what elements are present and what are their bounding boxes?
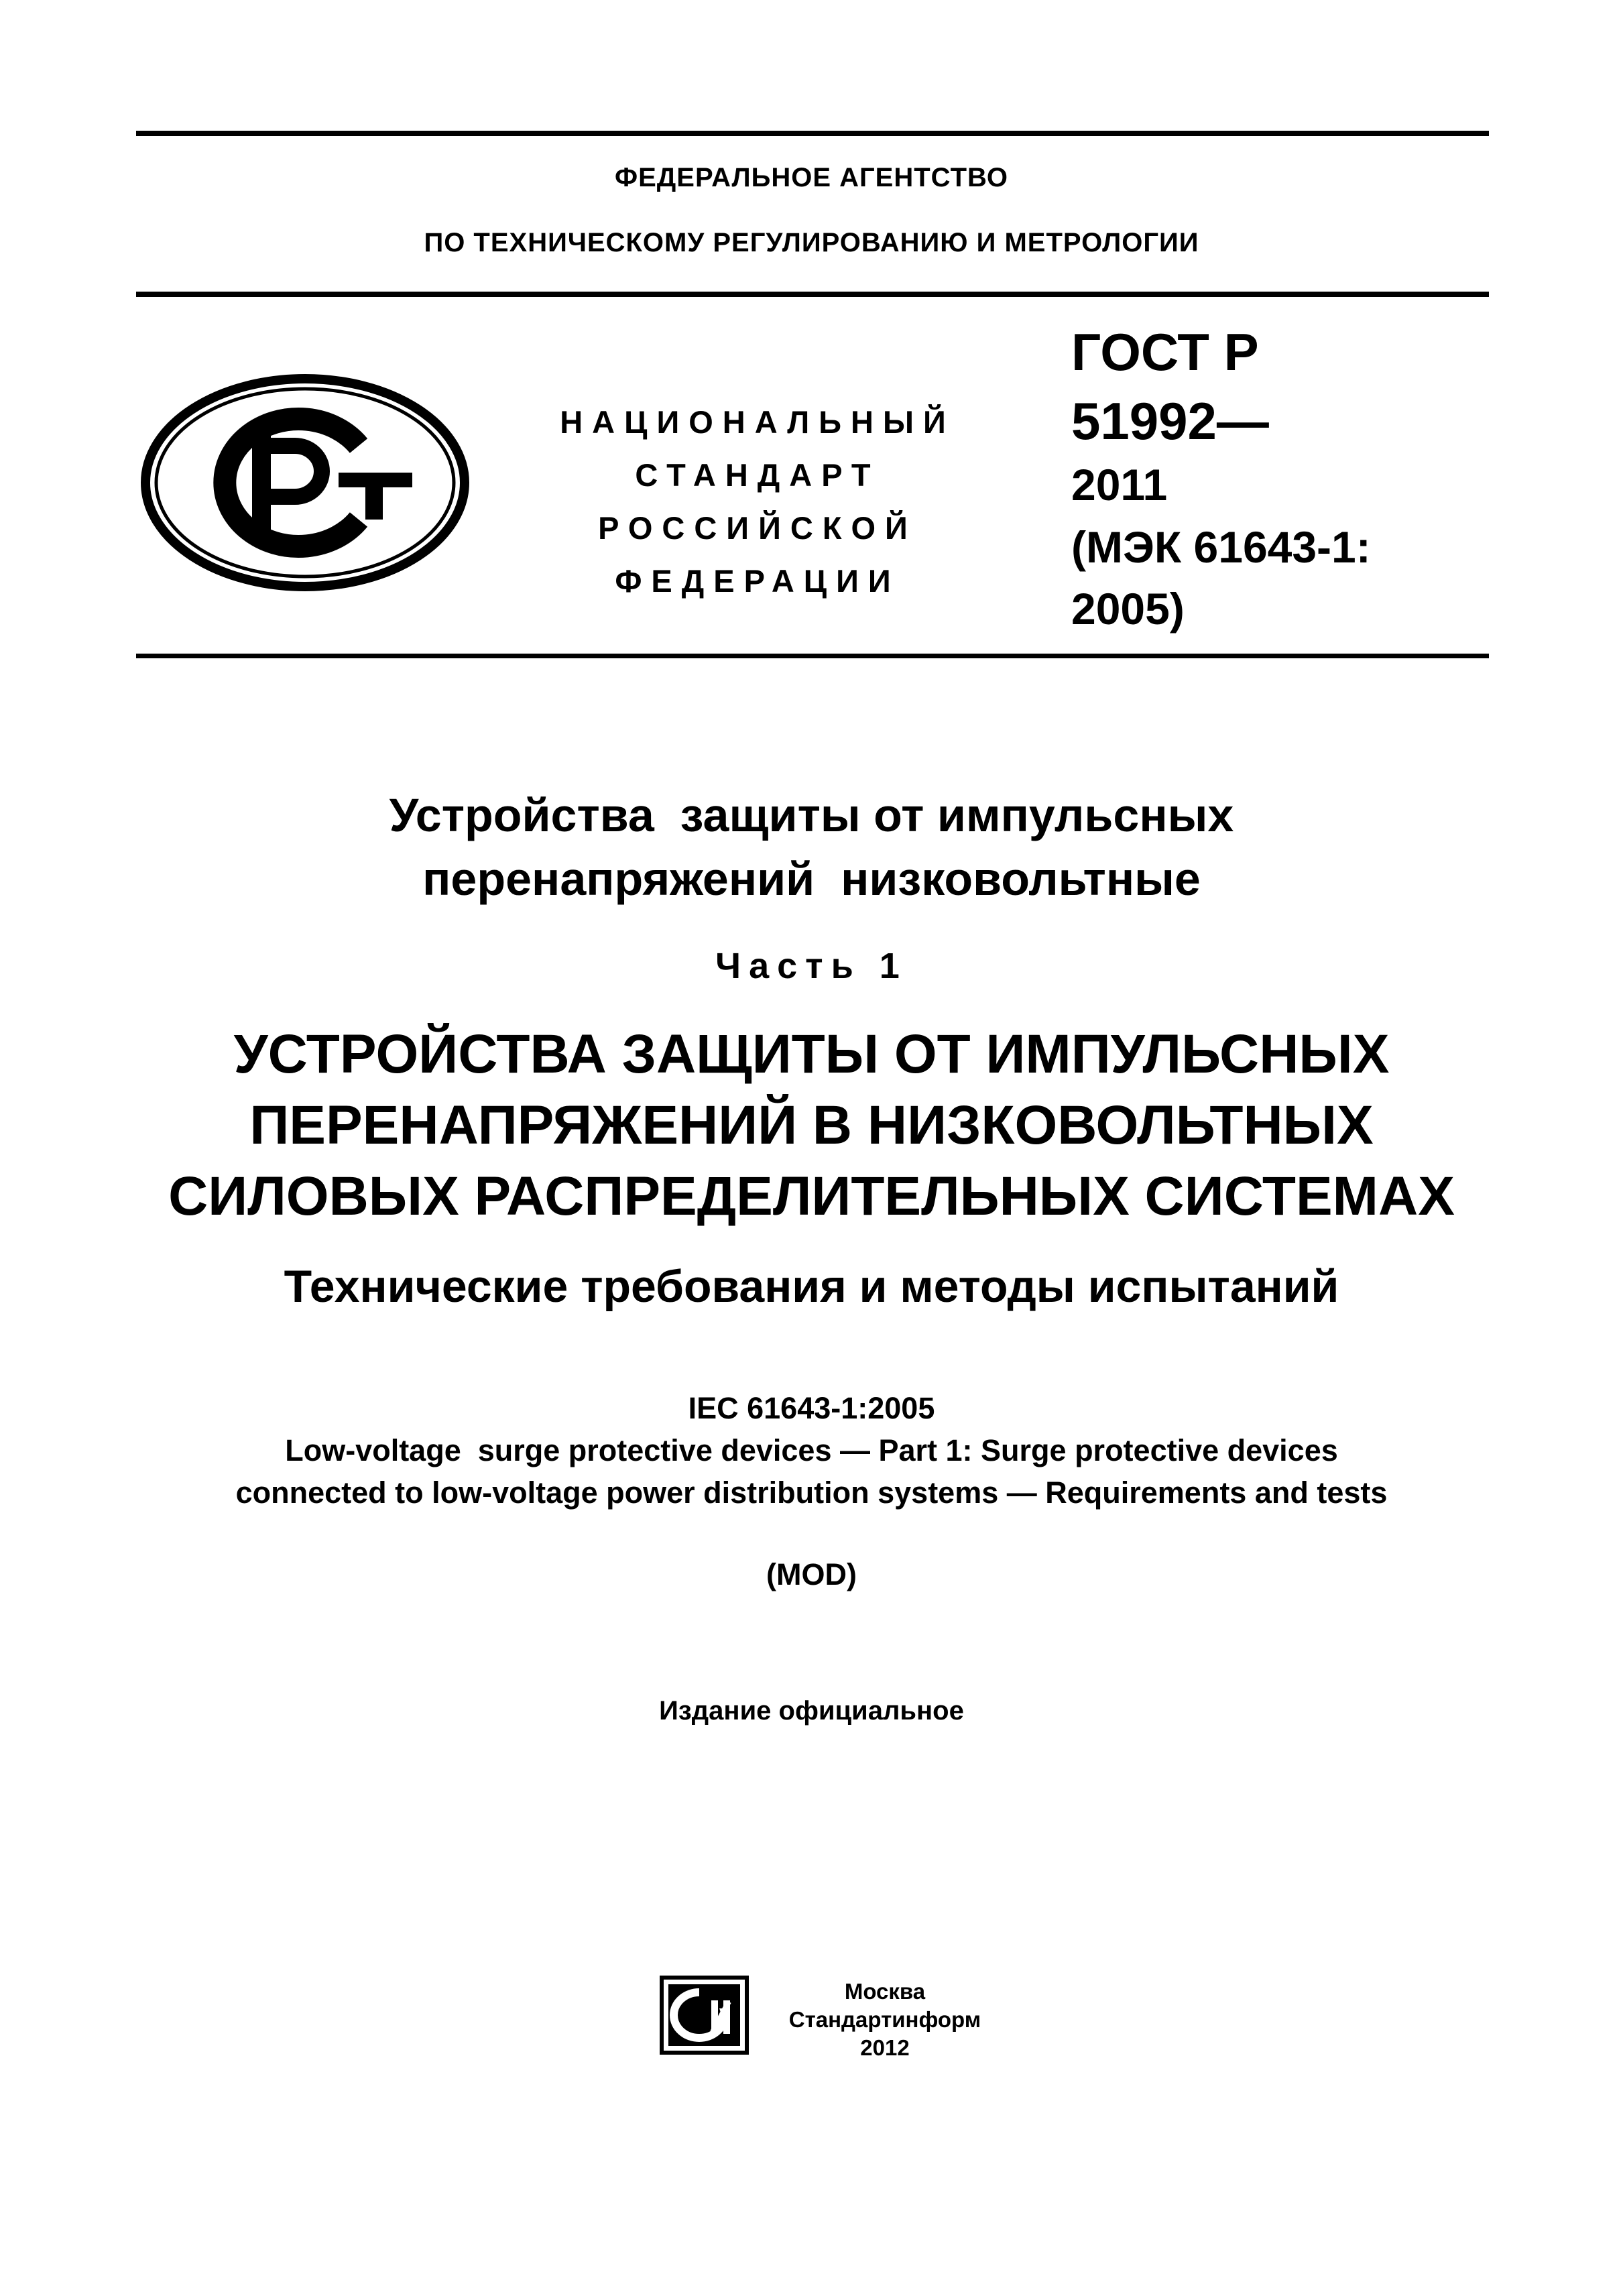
title-ru-line-1: Устройства защиты от импульсных (389, 789, 1234, 841)
iec-line-1: Low-voltage surge protective devices — Part 1: Surge protective devices (285, 1433, 1338, 1467)
publisher-year: 2012 (860, 2035, 910, 2060)
gost-line-5: 2005) (1071, 584, 1185, 633)
iec-line-2: connected to low-voltage power distribution systems — Requirements and tests (235, 1475, 1388, 1510)
title-caps-line-3: СИЛОВЫХ РАСПРЕДЕЛИТЕЛЬНЫХ СИСТЕМАХ (168, 1166, 1455, 1227)
national-line-1: НАЦИОНАЛЬНЫЙ (560, 404, 955, 440)
national-line-4: ФЕДЕРАЦИИ (615, 563, 900, 599)
title-ru-line-2: перенапряжений низковольтные (422, 853, 1201, 905)
top-rule (136, 131, 1489, 136)
publisher-name: Стандартинформ (788, 2007, 981, 2032)
title-caps-line-2: ПЕРЕНАПРЯЖЕНИЙ В НИЗКОВОЛЬТНЫХ (249, 1095, 1374, 1156)
standartinform-logo-icon (659, 1975, 749, 2055)
iec-code: IEC 61643-1:2005 (688, 1391, 935, 1425)
agency-line-1: ФЕДЕРАЛЬНОЕ АГЕНТСТВО (614, 163, 1009, 192)
national-standard-label (540, 396, 975, 607)
edition-label: Издание официальное (659, 1696, 964, 1726)
gost-line-4: (МЭК 61643-1: (1071, 522, 1371, 572)
agency-line-2: ПО ТЕХНИЧЕСКОМУ РЕГУЛИРОВАНИЮ И МЕТРОЛОГИИ (424, 228, 1199, 257)
part-label: Часть 1 (715, 946, 908, 986)
header-divider (136, 292, 1489, 297)
gost-line-1: ГОСТ Р (1071, 322, 1259, 381)
gost-line-2: 51992— (1071, 391, 1269, 450)
rst-mark-icon (137, 372, 473, 593)
mod-label: (MOD) (766, 1557, 857, 1591)
subtitle: Технические требования и методы испытаний (284, 1261, 1339, 1312)
national-line-3: РОССИЙСКОЙ (598, 510, 917, 546)
publisher-city: Москва (844, 1979, 926, 2004)
national-line-2: СТАНДАРТ (635, 457, 880, 493)
title-caps-line-1: УСТРОЙСТВА ЗАЩИТЫ ОТ ИМПУЛЬСНЫХ (233, 1024, 1390, 1085)
publisher-logo (659, 1975, 749, 2059)
gost-logo (137, 372, 473, 597)
standard-divider (136, 654, 1489, 658)
gost-line-3: 2011 (1071, 460, 1168, 509)
